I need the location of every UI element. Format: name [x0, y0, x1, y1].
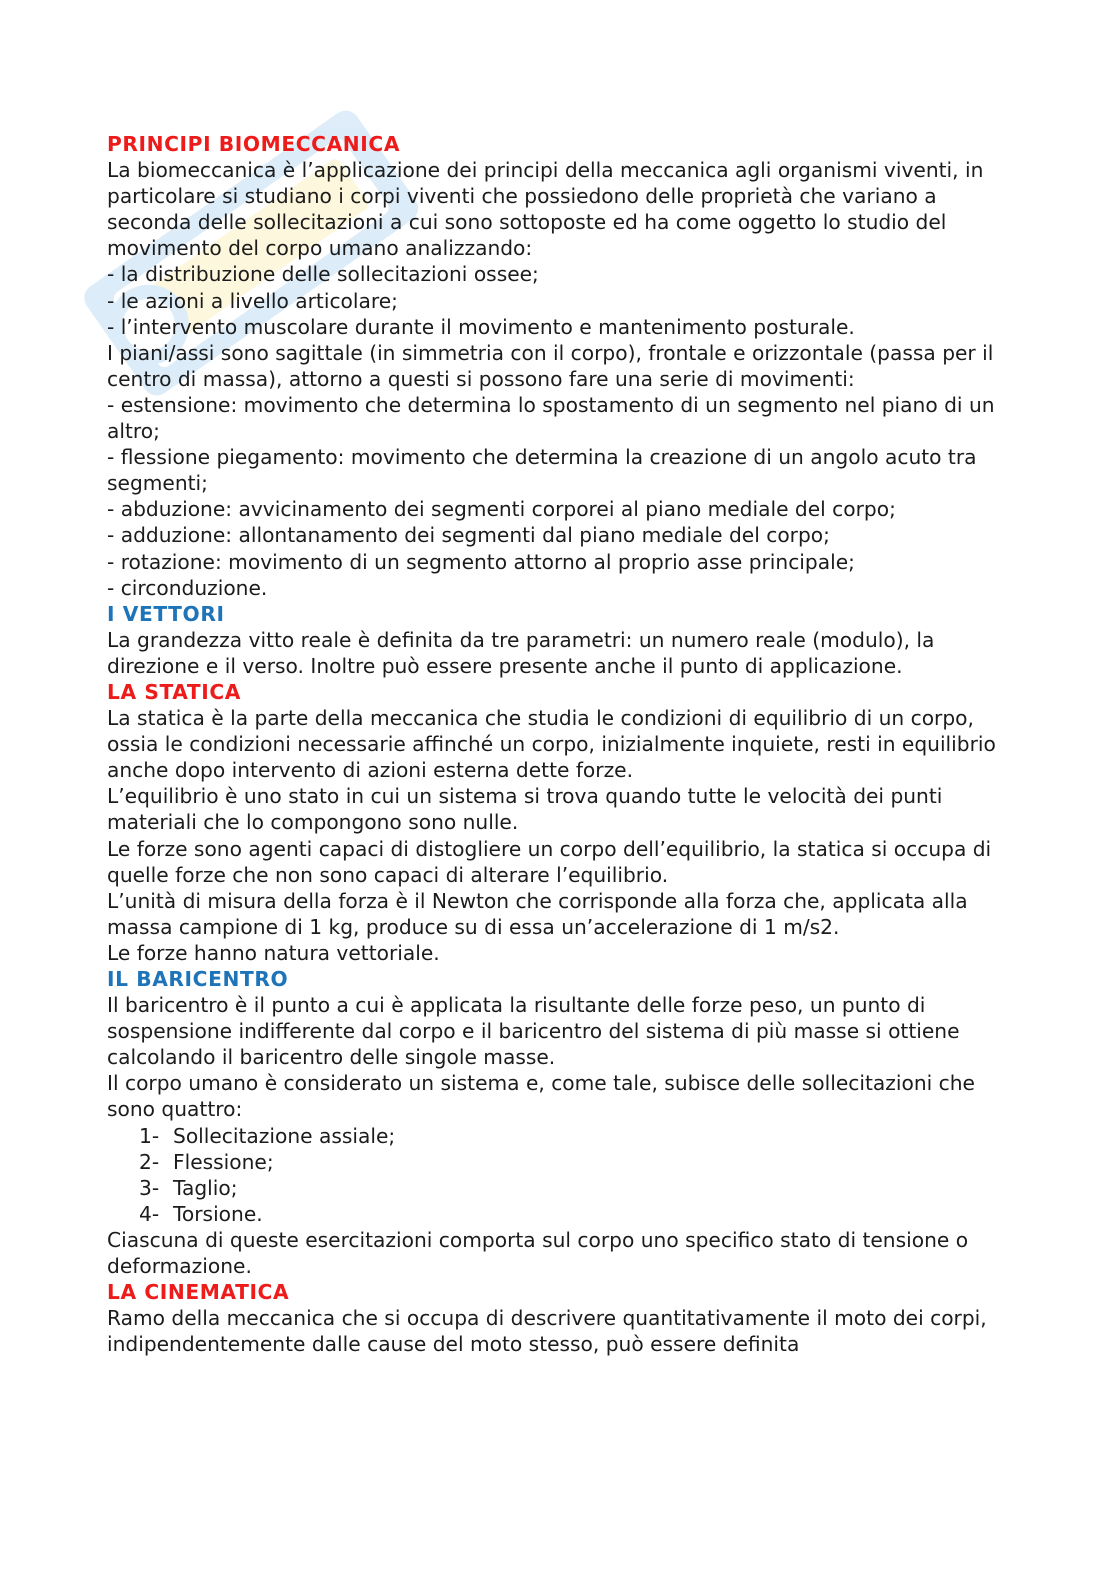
- list-item: [107, 1175, 1007, 1201]
- list-item: - circonduzione.: [107, 575, 268, 600]
- list-item: - adduzione: allontanamento dei segmenti dal piano mediale del corpo;: [107, 523, 830, 548]
- list-number: 3-: [139, 1175, 160, 1200]
- paragraph: Le forze hanno natura vettoriale.: [107, 940, 440, 965]
- list-text: Flessione;: [173, 1149, 274, 1174]
- list-item: - le azioni a livello articolare;: [107, 288, 398, 313]
- list-item: [107, 1123, 1007, 1149]
- paragraph: L’equilibrio è uno stato in cui un sistema si trova quando tutte le velocità dei punti materiali che lo compongono sono nulle.: [107, 784, 943, 835]
- list-item: - l’intervento muscolare durante il movimento e mantenimento posturale.: [107, 314, 855, 339]
- paragraph: Ramo della meccanica che si occupa di descrivere quantitativamente il moto dei corpi, indipendentemente dalle cause del moto stesso, può essere definita: [107, 1306, 987, 1357]
- section-title-statica: LA STATICA: [107, 679, 242, 704]
- list-item: - estensione: movimento che determina lo spostamento di un segmento nel piano di un altro;: [107, 392, 995, 444]
- list-item: - la distribuzione delle sollecitazioni ossee;: [107, 262, 539, 287]
- sollecitazioni-list: [107, 1123, 1007, 1227]
- list-text: Taglio;: [173, 1175, 238, 1200]
- list-item: - flessione piegamento: movimento che determina la creazione di un angolo acuto tra segmenti;: [107, 445, 977, 496]
- list-number: 1-: [139, 1123, 160, 1148]
- list-item: [107, 1149, 1007, 1175]
- section-title-cinematica: LA CINEMATICA: [107, 1280, 290, 1305]
- section-title-baricentro: IL BARICENTRO: [107, 967, 289, 991]
- document-page: [107, 131, 1007, 1357]
- list-item: - rotazione: movimento di un segmento attorno al proprio asse principale;: [107, 549, 855, 574]
- paragraph: I piani/assi sono sagittale (in simmetria con il corpo), frontale e orizzontale (passa per il centro di massa), attorno a questi si possono fare una serie di movimenti:: [107, 340, 994, 391]
- paragraph: La grandezza vitto reale è definita da tre parametri: un numero reale (modulo), la direzione e il verso. Inoltre può essere presente anche il punto di applicazione.: [107, 627, 935, 678]
- section-title-biomeccanica: PRINCIPI BIOMECCANICA: [107, 132, 401, 156]
- section-title-vettori: I VETTORI: [107, 601, 225, 626]
- list-number: 4-: [139, 1201, 160, 1226]
- list-item: [107, 1201, 1007, 1227]
- paragraph: Il baricentro è il punto a cui è applicata la risultante delle forze peso, un punto di sospensione indifferente dal corpo e il baricentro del sistema di più masse si ottiene calcolando il baricentro delle singole masse.: [107, 993, 960, 1070]
- list-text: Torsione.: [173, 1201, 263, 1226]
- list-text: Sollecitazione assiale;: [173, 1123, 396, 1148]
- list-item: - abduzione: avvicinamento dei segmenti corporei al piano mediale del corpo;: [107, 497, 896, 522]
- paragraph: Ciascuna di queste esercitazioni comporta sul corpo uno specifico stato di tensione o deformazione.: [107, 1227, 969, 1279]
- paragraph: Il corpo umano è considerato un sistema e, come tale, subisce delle sollecitazioni che sono quattro:: [107, 1071, 975, 1122]
- paragraph: Le forze sono agenti capaci di distogliere un corpo dell’equilibrio, la statica si occupa di quelle forze che non sono capaci di alterare l’equilibrio.: [107, 836, 992, 887]
- paragraph: La biomeccanica è l’applicazione dei principi della meccanica agli organismi viventi, in particolare si studiano i corpi viventi che possiedono delle proprietà che variano a seconda delle sollecitazioni a cui sono sottoposte ed ha come oggetto lo studio del movimento del corpo umano analizzando:: [107, 158, 984, 261]
- paragraph: L’unità di misura della forza è il Newton che corrisponde alla forza che, applicata alla massa campione di 1 kg, produce su di essa un’accelerazione di 1 m/s2.: [107, 888, 968, 939]
- list-number: 2-: [139, 1149, 160, 1174]
- paragraph: La statica è la parte della meccanica che studia le condizioni di equilibrio di un corpo, ossia le condizioni necessarie affinché un corpo, inizialmente inquiete, resti in equilibrio anche dopo intervento di azioni esterna dette forze.: [107, 706, 996, 783]
